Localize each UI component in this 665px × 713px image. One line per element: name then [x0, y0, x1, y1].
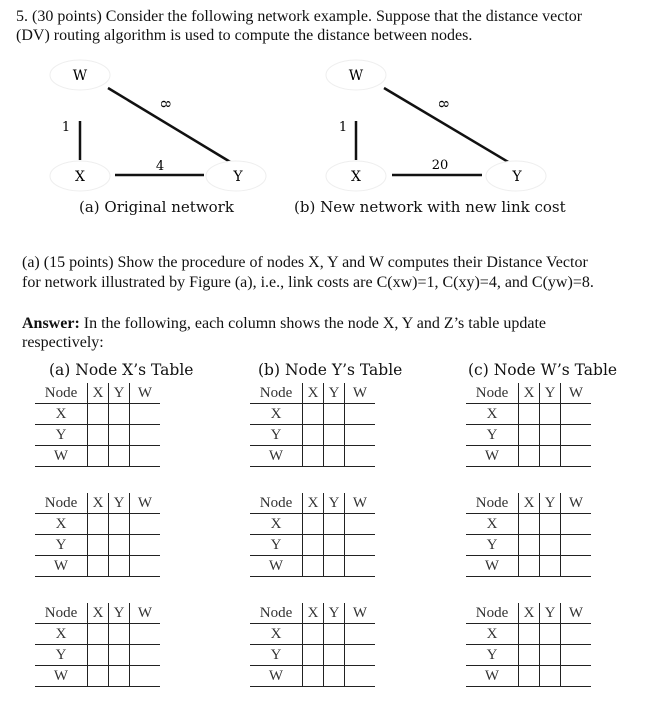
row-node-label: X — [250, 514, 303, 535]
table-header-cell: X — [303, 603, 324, 624]
distance-cell — [561, 535, 592, 556]
table-header-cell: Node — [35, 493, 88, 514]
row-node-label: Y — [35, 645, 88, 666]
distance-cell — [561, 624, 592, 645]
distance-cell — [324, 514, 345, 535]
row-node-label: Y — [466, 535, 519, 556]
table-row — [35, 624, 160, 645]
table-row — [466, 666, 591, 687]
table-header-cell: X — [88, 493, 109, 514]
answer-label: Answer: — [22, 315, 80, 332]
table-row — [35, 645, 160, 666]
distance-cell — [519, 645, 540, 666]
table-header-cell: X — [519, 603, 540, 624]
table-header-cell: Node — [35, 383, 88, 404]
dv-table-node-x-step-2 — [35, 493, 160, 577]
dv-table-node-y-step-3 — [250, 603, 375, 687]
cost-wy-b: 8 — [435, 99, 450, 109]
table-header-cell: X — [519, 493, 540, 514]
dv-table-node-w-step-3 — [466, 603, 591, 687]
distance-cell — [540, 535, 561, 556]
distance-cell — [303, 514, 324, 535]
table-row — [466, 514, 591, 535]
distance-cell — [324, 425, 345, 446]
row-node-label: W — [35, 446, 88, 467]
table-caption-x: (a) Node X’s Table — [49, 361, 194, 379]
distance-cell — [88, 425, 109, 446]
table-row — [35, 404, 160, 425]
table-row — [35, 425, 160, 446]
row-node-label: Y — [466, 645, 519, 666]
distance-cell — [109, 645, 130, 666]
row-node-label: X — [35, 624, 88, 645]
row-node-label: Y — [250, 425, 303, 446]
figure-b-caption: (b) New network with new link cost — [294, 198, 566, 216]
table-row — [250, 645, 375, 666]
distance-cell — [88, 514, 109, 535]
distance-cell — [303, 425, 324, 446]
distance-cell — [519, 446, 540, 467]
cost-xw-a: 1 — [61, 120, 71, 135]
distance-cell — [519, 666, 540, 687]
row-node-label: X — [250, 404, 303, 425]
row-node-label: X — [250, 624, 303, 645]
table-header-cell: W — [345, 493, 376, 514]
distance-cell — [345, 535, 376, 556]
network-figure-b — [0, 55, 665, 195]
table-header-cell: W — [345, 383, 376, 404]
table-header-cell: Node — [466, 603, 519, 624]
node-w-b-label: W — [348, 68, 364, 84]
row-node-label: Y — [466, 425, 519, 446]
table-row — [250, 624, 375, 645]
distance-cell — [345, 556, 376, 577]
distance-cell — [109, 624, 130, 645]
answer-line-1 — [22, 314, 546, 334]
distance-cell — [540, 514, 561, 535]
distance-cell — [109, 666, 130, 687]
distance-cell — [345, 666, 376, 687]
node-y-b-label: Y — [512, 169, 522, 185]
distance-cell — [519, 556, 540, 577]
distance-cell — [109, 535, 130, 556]
table-header-cell: W — [561, 493, 592, 514]
table-row — [250, 666, 375, 687]
row-node-label: W — [250, 556, 303, 577]
distance-cell — [519, 514, 540, 535]
table-row — [35, 535, 160, 556]
dv-table-node-w-step-1 — [466, 383, 591, 467]
distance-cell — [88, 446, 109, 467]
distance-cell — [109, 514, 130, 535]
table-header-cell: Node — [250, 493, 303, 514]
table-row — [250, 514, 375, 535]
row-node-label: W — [466, 446, 519, 467]
distance-cell — [324, 624, 345, 645]
distance-cell — [88, 535, 109, 556]
table-header-cell: Node — [466, 383, 519, 404]
table-header-cell: Y — [540, 603, 561, 624]
distance-cell — [303, 535, 324, 556]
row-node-label: X — [35, 404, 88, 425]
distance-cell — [345, 425, 376, 446]
cost-xy-b: 20 — [431, 158, 449, 173]
distance-cell — [130, 666, 161, 687]
distance-cell — [561, 645, 592, 666]
distance-cell — [88, 624, 109, 645]
cost-xy-a: 4 — [155, 159, 165, 174]
row-node-label: W — [250, 666, 303, 687]
distance-cell — [303, 645, 324, 666]
table-row — [250, 556, 375, 577]
table-header-cell: W — [130, 383, 161, 404]
table-header-cell: Y — [324, 603, 345, 624]
table-row — [466, 645, 591, 666]
row-node-label: W — [35, 666, 88, 687]
distance-cell — [324, 645, 345, 666]
distance-cell — [324, 404, 345, 425]
distance-cell — [540, 404, 561, 425]
distance-cell — [519, 535, 540, 556]
row-node-label: X — [466, 514, 519, 535]
distance-cell — [324, 666, 345, 687]
distance-cell — [303, 666, 324, 687]
table-header-cell: W — [561, 383, 592, 404]
distance-cell — [130, 514, 161, 535]
table-row — [35, 556, 160, 577]
table-header-cell: Node — [466, 493, 519, 514]
distance-cell — [130, 624, 161, 645]
question-line-2: (DV) routing algorithm is used to compute the distance between nodes. — [16, 27, 473, 44]
row-node-label: Y — [250, 645, 303, 666]
table-row — [250, 446, 375, 467]
distance-cell — [303, 624, 324, 645]
node-x-a-label: X — [75, 169, 85, 185]
answer-text: In the following, each column shows the node X, Y and Z’s table update — [79, 315, 547, 332]
row-node-label: X — [35, 514, 88, 535]
part-a-line-1: (a) (15 points) Show the procedure of nodes X, Y and W computes their Distance Vector — [22, 254, 588, 271]
table-header-cell: Y — [540, 383, 561, 404]
distance-cell — [109, 425, 130, 446]
row-node-label: W — [250, 446, 303, 467]
table-row — [250, 404, 375, 425]
table-row — [466, 556, 591, 577]
distance-cell — [345, 514, 376, 535]
cost-wy-a: 8 — [157, 99, 172, 109]
table-row — [250, 425, 375, 446]
distance-cell — [303, 446, 324, 467]
table-header-cell: Y — [109, 493, 130, 514]
table-header-cell: Y — [109, 383, 130, 404]
distance-cell — [130, 404, 161, 425]
distance-cell — [109, 446, 130, 467]
node-w-a-label: W — [72, 68, 88, 84]
row-node-label: W — [35, 556, 88, 577]
distance-cell — [519, 624, 540, 645]
distance-cell — [561, 666, 592, 687]
table-header-cell: Node — [250, 603, 303, 624]
table-header-cell: Y — [109, 603, 130, 624]
distance-cell — [540, 446, 561, 467]
table-row — [35, 446, 160, 467]
cost-xw-b: 1 — [338, 120, 348, 135]
answer-line-2: respectively: — [22, 334, 104, 351]
distance-cell — [324, 535, 345, 556]
distance-cell — [324, 556, 345, 577]
table-header-cell: Y — [324, 493, 345, 514]
distance-cell — [303, 404, 324, 425]
table-row — [35, 666, 160, 687]
table-row — [466, 425, 591, 446]
distance-cell — [345, 446, 376, 467]
table-header-cell: W — [130, 603, 161, 624]
table-header-cell: Node — [250, 383, 303, 404]
table-header-cell: Y — [540, 493, 561, 514]
part-a-line-2: for network illustrated by Figure (a), i.e., link costs are C(xw)=1, C(xy)=4, and C(yw)=8. — [22, 274, 594, 291]
distance-cell — [561, 404, 592, 425]
row-node-label: W — [466, 556, 519, 577]
table-header-cell: W — [130, 493, 161, 514]
figure-a-caption: (a) Original network — [79, 198, 234, 216]
table-header-cell: X — [88, 603, 109, 624]
distance-cell — [345, 624, 376, 645]
row-node-label: X — [466, 624, 519, 645]
node-y-a-label: Y — [233, 169, 243, 185]
distance-cell — [130, 535, 161, 556]
dv-table-node-x-step-1 — [35, 383, 160, 467]
row-node-label: Y — [35, 535, 88, 556]
table-row — [250, 535, 375, 556]
row-node-label: W — [466, 666, 519, 687]
table-caption-w: (c) Node W’s Table — [468, 361, 618, 379]
table-header-cell: X — [519, 383, 540, 404]
table-row — [466, 404, 591, 425]
distance-cell — [88, 666, 109, 687]
table-row — [466, 624, 591, 645]
distance-cell — [88, 404, 109, 425]
distance-cell — [88, 556, 109, 577]
distance-cell — [540, 624, 561, 645]
table-header-cell: W — [561, 603, 592, 624]
table-header-cell: X — [88, 383, 109, 404]
table-header-cell: X — [303, 383, 324, 404]
dv-table-node-y-step-1 — [250, 383, 375, 467]
dv-table-node-x-step-3 — [35, 603, 160, 687]
table-row — [35, 514, 160, 535]
distance-cell — [540, 666, 561, 687]
distance-cell — [109, 404, 130, 425]
distance-cell — [561, 425, 592, 446]
distance-cell — [540, 645, 561, 666]
distance-cell — [130, 645, 161, 666]
distance-cell — [519, 404, 540, 425]
distance-cell — [303, 556, 324, 577]
distance-cell — [561, 446, 592, 467]
question-line-1: 5. (30 points) Consider the following network example. Suppose that the distance vector — [16, 8, 583, 25]
distance-cell — [561, 514, 592, 535]
table-row — [466, 535, 591, 556]
row-node-label: X — [466, 404, 519, 425]
dv-table-node-y-step-2 — [250, 493, 375, 577]
table-caption-y: (b) Node Y’s Table — [258, 361, 403, 379]
table-header-cell: Node — [35, 603, 88, 624]
row-node-label: Y — [35, 425, 88, 446]
table-header-cell: X — [303, 493, 324, 514]
distance-cell — [109, 556, 130, 577]
table-row — [466, 446, 591, 467]
distance-cell — [345, 645, 376, 666]
distance-cell — [130, 556, 161, 577]
distance-cell — [540, 425, 561, 446]
distance-cell — [540, 556, 561, 577]
node-x-b-label: X — [351, 169, 361, 185]
table-header-cell: Y — [324, 383, 345, 404]
row-node-label: Y — [250, 535, 303, 556]
distance-cell — [561, 556, 592, 577]
distance-cell — [130, 425, 161, 446]
distance-cell — [519, 425, 540, 446]
distance-cell — [324, 446, 345, 467]
distance-cell — [130, 446, 161, 467]
distance-cell — [345, 404, 376, 425]
distance-cell — [88, 645, 109, 666]
dv-table-node-w-step-2 — [466, 493, 591, 577]
table-header-cell: W — [345, 603, 376, 624]
